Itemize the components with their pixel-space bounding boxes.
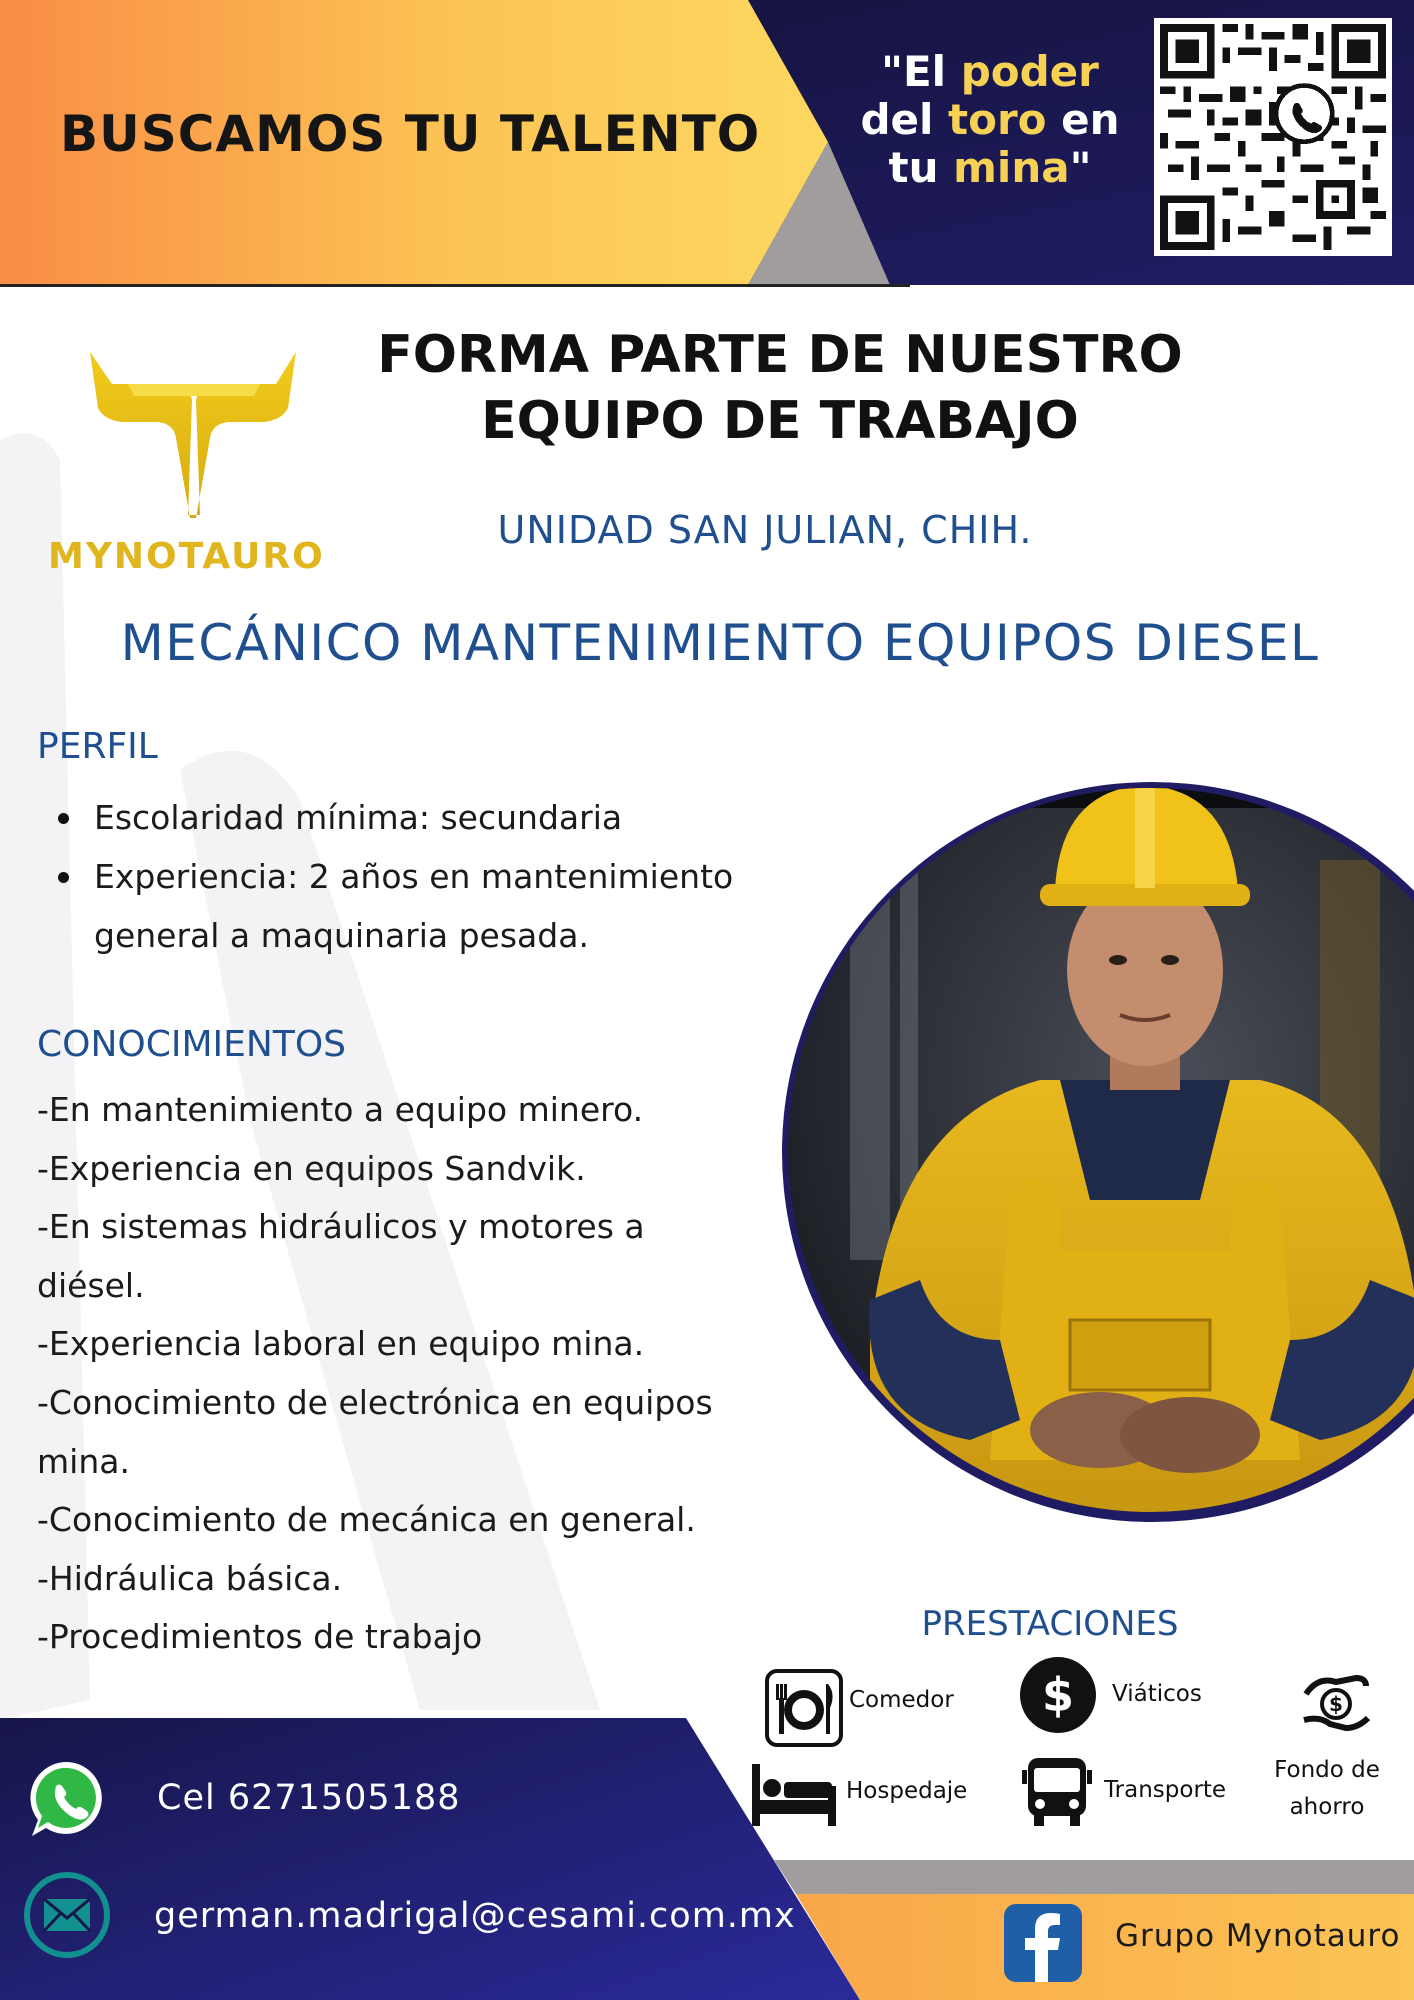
location-label: UNIDAD SAN JULIAN, CHIH. xyxy=(497,508,1033,552)
conocimiento-item: -En mantenimiento a equipo minero. xyxy=(37,1090,644,1129)
conocimiento-item: -Procedimientos de trabajo xyxy=(37,1617,483,1657)
perfil-heading: PERFIL xyxy=(37,726,158,767)
perfil-list xyxy=(52,788,812,965)
benefit-label-viaticos: Viáticos xyxy=(1112,1681,1202,1707)
email-address[interactable]: german.madrigal@cesami.com.mx xyxy=(154,1896,796,1936)
svg-text:$: $ xyxy=(1329,1692,1343,1716)
main-title-line-2: EQUIPO DE TRABAJO xyxy=(481,391,1079,451)
header-divider xyxy=(0,284,910,287)
conocimiento-item: -Hidráulica básica. xyxy=(37,1558,343,1598)
conocimiento-item: -Experiencia laboral en equipo mina. xyxy=(37,1324,645,1364)
benefit-label-comedor: Comedor xyxy=(849,1687,954,1713)
facebook-page-label[interactable]: Grupo Mynotauro xyxy=(1115,1918,1401,1954)
conocimiento-item: -Conocimiento de mecánica en general. xyxy=(37,1500,696,1540)
conocimiento-item: -En sistemas hidráulicos y motores a diésel. xyxy=(37,1207,645,1305)
svg-text:$: $ xyxy=(1041,1668,1075,1722)
conocimientos-list xyxy=(37,1081,817,1667)
slogan: "El poder del toro en tu mina" xyxy=(860,47,1120,192)
whatsapp-qr-code[interactable] xyxy=(1154,18,1392,256)
footer-banner xyxy=(0,1718,1414,2000)
benefit-label-hospedaje: Hospedaje xyxy=(846,1778,968,1804)
conocimiento-item: -Experiencia en equipos Sandvik. xyxy=(37,1148,586,1188)
whatsapp-icon[interactable] xyxy=(26,1758,110,1842)
perfil-item: Experiencia: 2 años en mantenimiento general a maquinaria pesada. xyxy=(52,847,822,965)
phone-number[interactable]: Cel 6271505188 xyxy=(157,1778,461,1818)
worker-photo xyxy=(760,780,1414,1530)
mail-icon[interactable] xyxy=(22,1870,112,1960)
benefit-label-fondo-de-ahorro: Fondo de ahorro xyxy=(1274,1757,1380,1820)
main-title-line-1: FORMA PARTE DE NUESTRO xyxy=(377,325,1183,385)
conocimiento-item: -Conocimiento de electrónica en equipos mina. xyxy=(37,1382,713,1481)
benefit-label-transporte: Transporte xyxy=(1104,1777,1227,1803)
facebook-icon[interactable] xyxy=(1004,1904,1082,1982)
job-title: MECÁNICO MANTENIMIENTO EQUIPOS DIESEL xyxy=(120,614,1320,672)
logo-wordmark: MYNOTAURO xyxy=(48,536,325,577)
main-title xyxy=(360,322,1200,454)
perfil-item: Escolaridad mínima: secundaria xyxy=(52,788,812,847)
conocimientos-heading: CONOCIMIENTOS xyxy=(37,1024,347,1065)
headline: BUSCAMOS TU TALENTO xyxy=(60,105,761,163)
prestaciones-heading: PRESTACIONES xyxy=(921,1604,1179,1644)
